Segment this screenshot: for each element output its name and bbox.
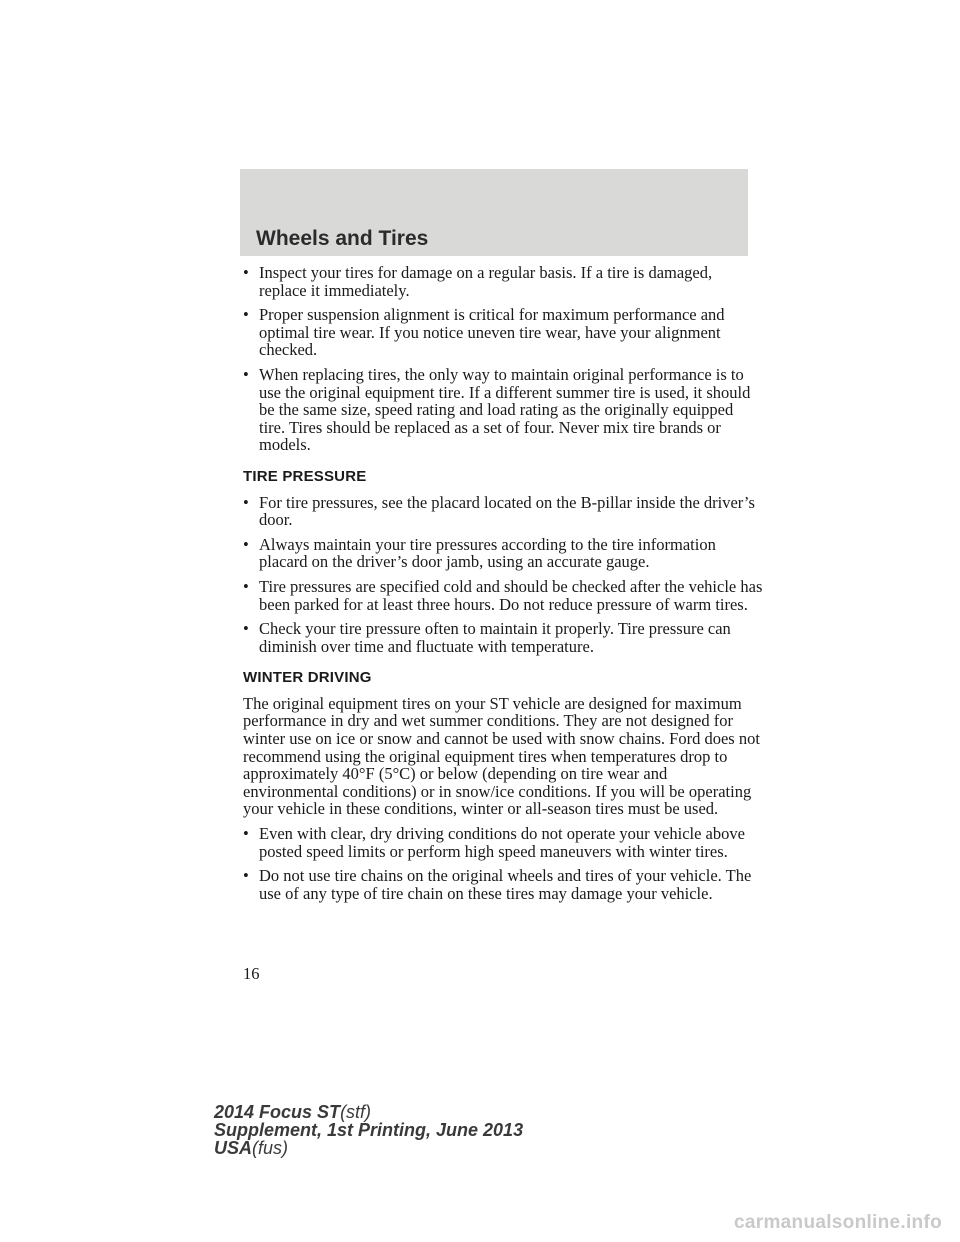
list-item: • Even with clear, dry driving conditions do not operate your vehicle above posted speed limits or perform high speed maneuvers with winter tires.	[243, 824, 745, 861]
watermark-link[interactable]: carmanualsonline.info	[734, 1212, 942, 1233]
footer-model-line: 2014 Focus ST(stf)	[214, 1102, 372, 1122]
winter-driving-heading: WINTER DRIVING	[243, 669, 372, 687]
bullet-icon: •	[243, 534, 249, 554]
section-header-band	[240, 169, 748, 256]
tire-pressure-heading: TIRE PRESSURE	[243, 467, 367, 485]
list-item: • When replacing tires, the only way to maintain original performance is to use the original equipment tire. If a different summer tire is used, it should be the same size, speed rating and load rating as the originally equipped tire. Tires should be replaced as a set of four. Never mix tire brands or models.	[243, 364, 751, 455]
winter-driving-bullet-list	[243, 825, 763, 902]
list-item: • Check your tire pressure often to maintain it properly. Tire pressure can diminish over time and fluctuate with temperature.	[243, 619, 731, 656]
intro-bullet-list	[243, 264, 763, 454]
page-content	[243, 264, 763, 909]
list-item: • For tire pressures, see the placard located on the B-pillar inside the driver’s door.	[243, 492, 755, 530]
bullet-icon: •	[243, 866, 249, 886]
list-item: • Inspect your tires for damage on a regular basis. If a tire is damaged, replace it immediately.	[243, 263, 713, 300]
bullet-icon: •	[243, 305, 249, 325]
page-number: 16	[243, 964, 260, 983]
list-item: • Tire pressures are specified cold and should be checked after the vehicle has been parked for at least three hours. Do not reduce pressure of warm tires.	[243, 576, 763, 614]
list-item: • Do not use tire chains on the original wheels and tires of your vehicle. The use of any type of tire chain on these tires may damage your vehicle.	[243, 866, 752, 903]
bullet-icon: •	[243, 619, 249, 639]
footer-printing-line: Supplement, 1st Printing, June 2013	[214, 1120, 524, 1140]
section-title: Wheels and Tires	[256, 227, 429, 250]
bullet-icon: •	[243, 492, 249, 512]
winter-driving-paragraph: The original equipment tires on your ST vehicle are designed for maximum performance in dry and wet summer conditions. They are not designed for winter use on ice or snow and cannot be used with snow chains. Ford does not recommend using the original equipment tires when temperatures drop to approximately 40°F (5°C) or below (depending on tire wear and environmental conditions) or in snow/ice conditions. If you will be operating your vehicle in these conditions, winter or all-season tires must be used.	[243, 693, 760, 819]
footer-market-line: USA(fus)	[214, 1138, 289, 1158]
bullet-icon: •	[243, 576, 249, 596]
bullet-icon: •	[243, 364, 249, 384]
bullet-icon: •	[243, 824, 249, 844]
bullet-icon: •	[243, 263, 249, 282]
list-item: • Proper suspension alignment is critical for maximum performance and optimal tire wear. If you notice uneven tire wear, have your alignment checked.	[243, 305, 725, 360]
document-footer	[214, 1103, 523, 1157]
list-item: • Always maintain your tire pressures according to the tire information placard on the driver’s door jamb, using an accurate gauge.	[243, 534, 716, 572]
tire-pressure-bullet-list	[243, 494, 763, 656]
